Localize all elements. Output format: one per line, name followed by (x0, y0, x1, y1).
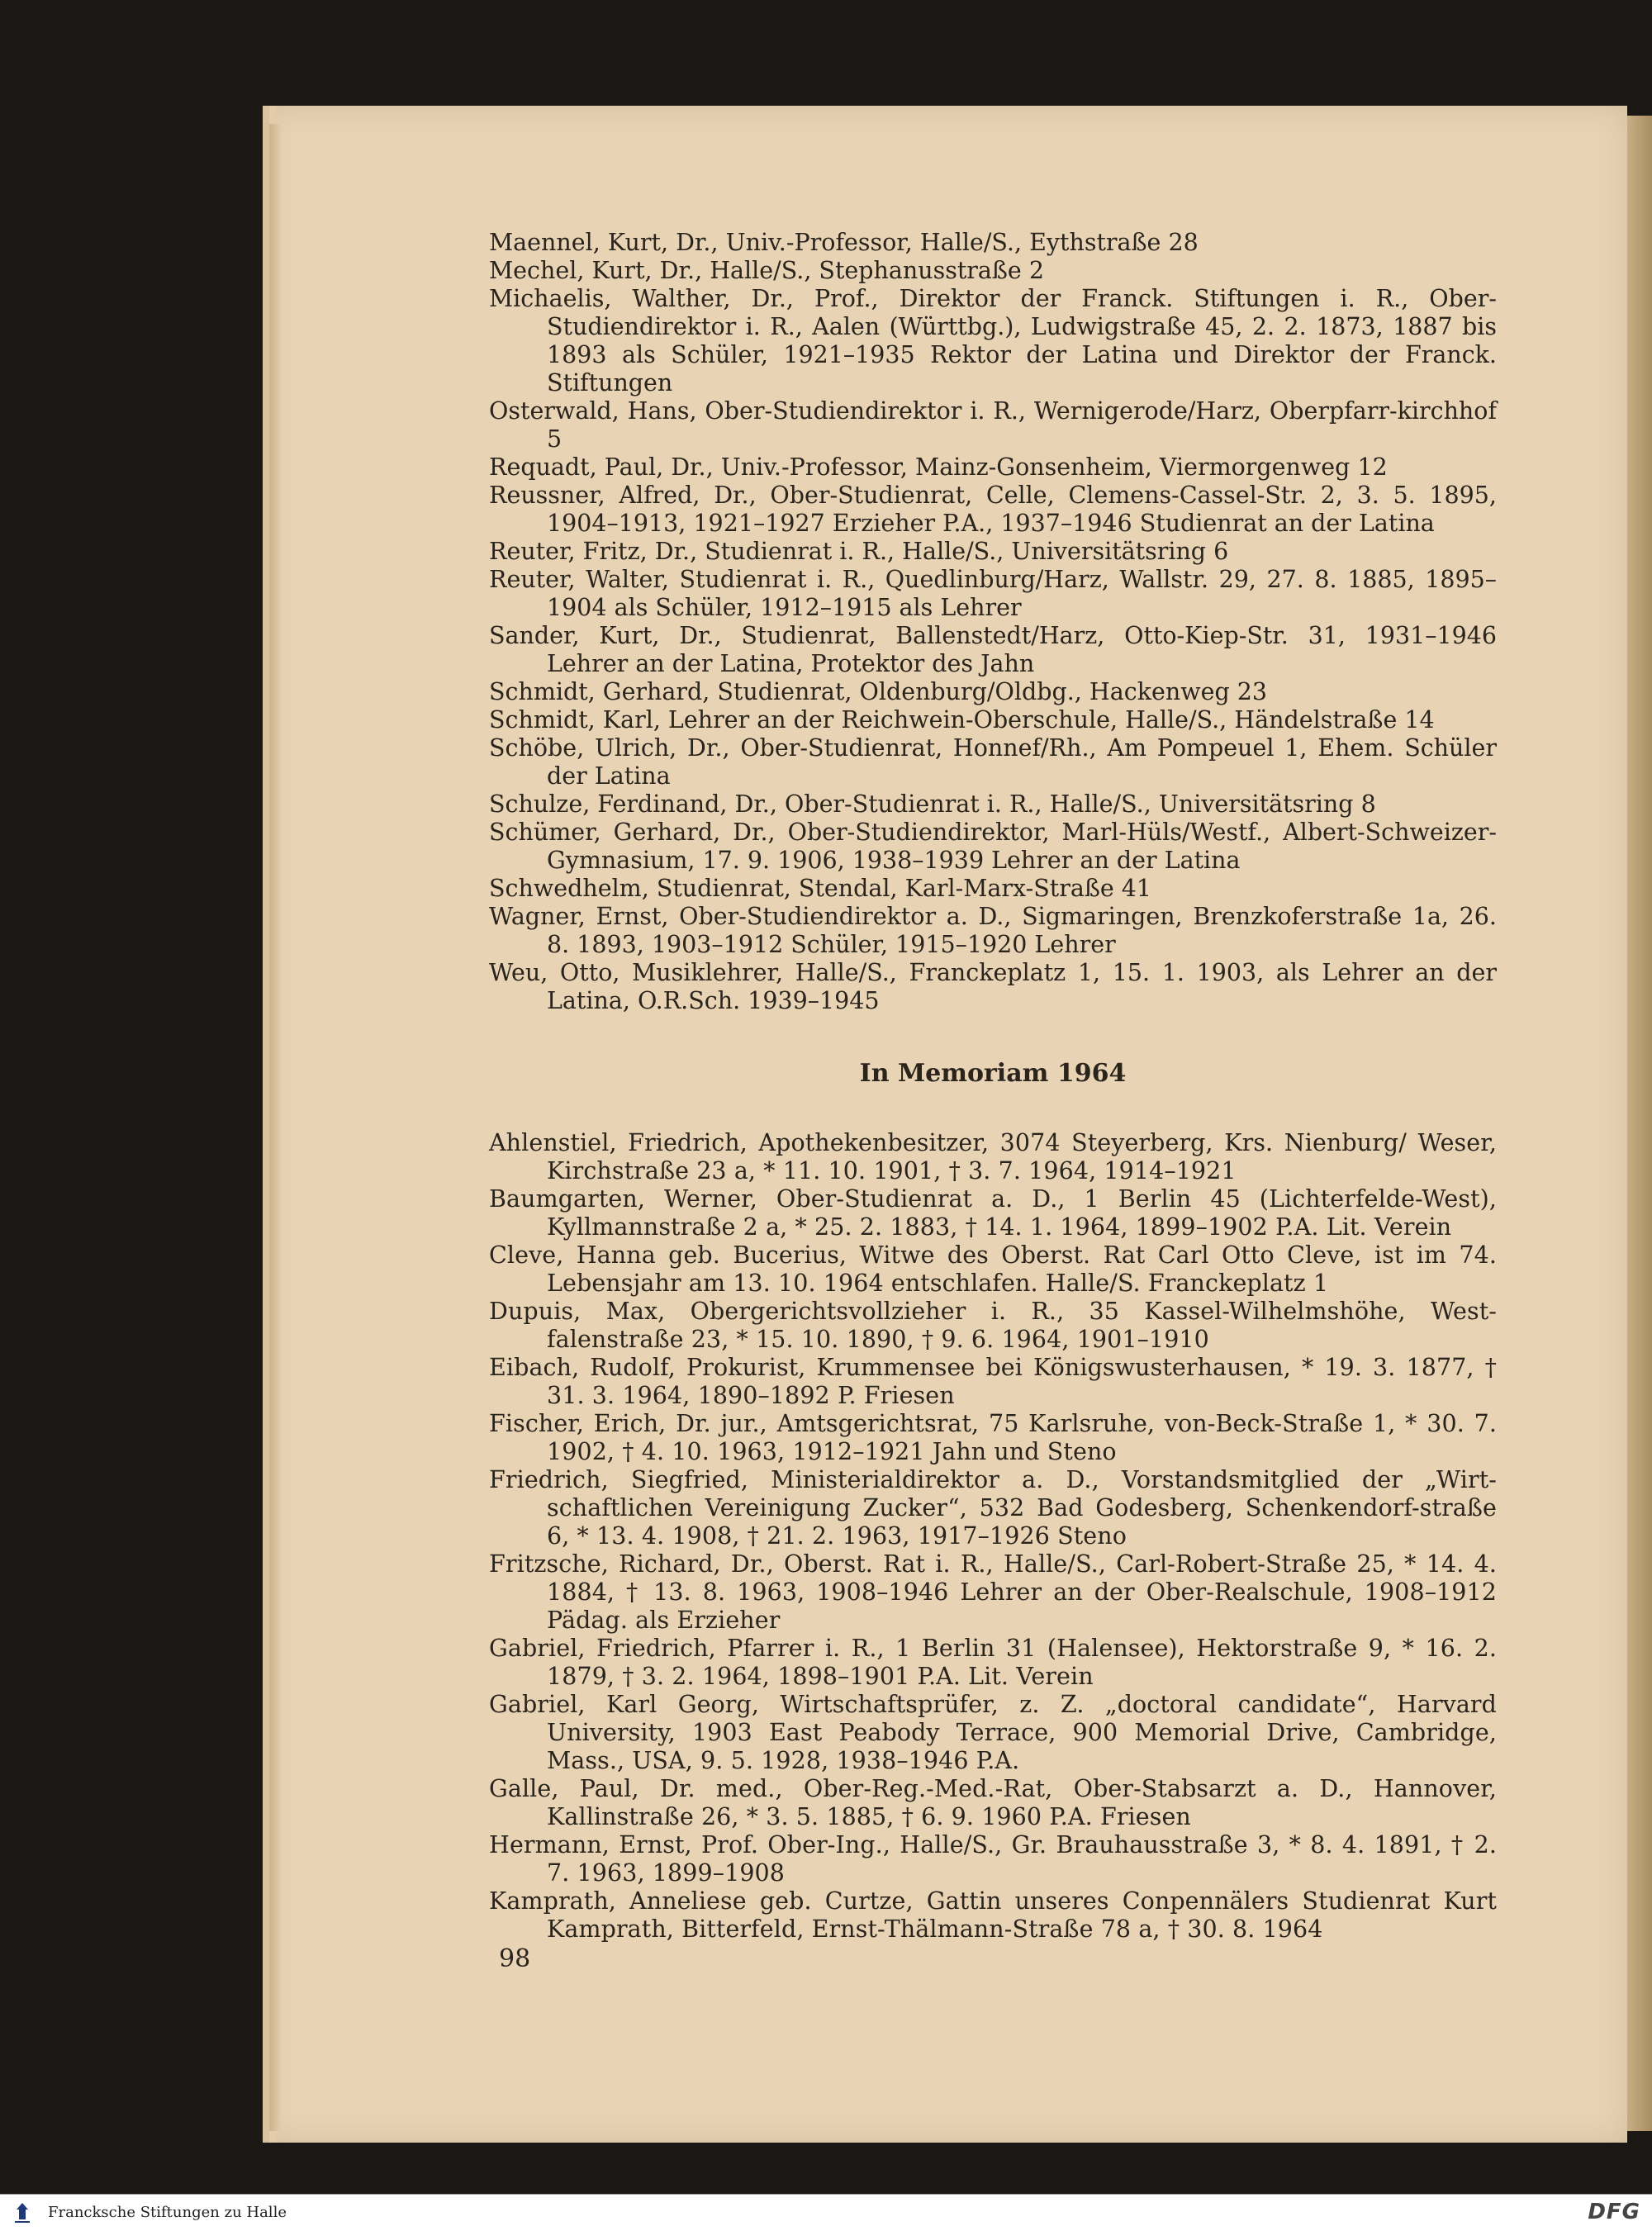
viewer-footer (0, 2194, 1652, 2231)
list-entry: Mechel, Kurt, Dr., Halle/S., Stephanusstraße 2 (489, 257, 1044, 284)
institution-logo-icon (10, 2200, 35, 2226)
memoriam-list (489, 1129, 1497, 1944)
list-entry: Schwedhelm, Studienrat, Stendal, Karl-Marx-Straße 41 (489, 875, 1152, 902)
list-entry: Michaelis, Walther, Dr., Prof., Direktor der Franck. Stiftungen i. R., Ober-Studiendirektor i. R., Aalen (Württbg.), Ludwigstraße 45, 2. 2. 1873, 1887 bis 1893 als Schüler, 1921–1935 Rektor der Latina und Direktor der Franck. Stiftungen (489, 285, 1497, 396)
page-edge-right (1627, 116, 1652, 2131)
list-entry: Eibach, Rudolf, Prokurist, Krummensee bei Königswusterhausen, * 19. 3. 1877, † 31. 3. 1964, 1890–1892 P. Friesen (489, 1354, 1497, 1409)
list-entry: Schöbe, Ulrich, Dr., Ober-Studienrat, Honnef/Rh., Am Pompeuel 1, Ehem. Schüler der Latina (489, 734, 1497, 790)
section-heading: In Memoriam 1964 (859, 1059, 1127, 1088)
dfg-logo: DFG (1588, 2200, 1640, 2224)
list-entry: Weu, Otto, Musiklehrer, Halle/S., Franckeplatz 1, 15. 1. 1903, als Lehrer an der Latina, O.R.Sch. 1939–1945 (489, 959, 1497, 1014)
list-entry: Schmidt, Karl, Lehrer an der Reichwein-Oberschule, Halle/S., Händelstraße 14 (489, 706, 1435, 733)
list-entry: Schümer, Gerhard, Dr., Ober-Studiendirektor, Marl-Hüls/Westf., Albert-Schweizer-Gymnasium, 17. 9. 1906, 1938–1939 Lehrer an der Latina (489, 819, 1497, 874)
page-text (489, 229, 1497, 1944)
list-entry: Galle, Paul, Dr. med., Ober-Reg.-Med.-Rat, Ober-Stabsarzt a. D., Hannover, Kallinstraße 26, * 3. 5. 1885, † 6. 9. 1960 P.A. Friesen (489, 1775, 1497, 1830)
list-entry: Gabriel, Karl Georg, Wirtschaftsprüfer, z. Z. „doctoral candidate“, Harvard University, 1903 East Peabody Terrace, 900 Memorial Drive, Cambridge, Mass., USA, 9. 5. 1928, 1938–1946 P.A. (489, 1691, 1497, 1774)
list-entry: Dupuis, Max, Obergerichtsvollzieher i. R., 35 Kassel-Wilhelmshöhe, West-falenstraße 23, * 15. 10. 1890, † 9. 6. 1964, 1901–1910 (489, 1298, 1497, 1353)
list-entry: Gabriel, Friedrich, Pfarrer i. R., 1 Berlin 31 (Halensee), Hektorstraße 9, * 16. 2. 1879, † 3. 2. 1964, 1898–1901 P.A. Lit. Verein (489, 1635, 1497, 1690)
list-entry: Baumgarten, Werner, Ober-Studienrat a. D., 1 Berlin 45 (Lichterfelde-West), Kyllmannstraße 2 a, * 25. 2. 1883, † 14. 1. 1964, 1899–1902 P.A. Lit. Verein (489, 1185, 1497, 1241)
list-entry: Requadt, Paul, Dr., Univ.-Professor, Mainz-Gonsenheim, Viermorgenweg 12 (489, 453, 1388, 481)
list-entry: Fischer, Erich, Dr. jur., Amtsgerichtsrat, 75 Karlsruhe, von-Beck-Straße 1, * 30. 7. 1902, † 4. 10. 1963, 1912–1921 Jahn und Steno (489, 1410, 1497, 1465)
list-entry: Reuter, Walter, Studienrat i. R., Quedlinburg/Harz, Wallstr. 29, 27. 8. 1885, 1895–1904 als Schüler, 1912–1915 als Lehrer (489, 566, 1497, 621)
address-list (489, 229, 1497, 1015)
list-entry: Fritzsche, Richard, Dr., Oberst. Rat i. R., Halle/S., Carl-Robert-Straße 25, * 14. 4. 1884, † 13. 8. 1963, 1908–1946 Lehrer an der Ober-Realschule, 1908–1912 Pädag. als Erzieher (489, 1550, 1497, 1634)
list-entry: Kamprath, Anneliese geb. Curtze, Gattin unseres Conpennälers Studienrat Kurt Kamprath, Bitterfeld, Ernst-Thälmann-Straße 78 a, † 30. 8. 1964 (489, 1887, 1497, 1943)
list-entry: Cleve, Hanna geb. Bucerius, Witwe des Oberst. Rat Carl Otto Cleve, ist im 74. Lebensjahr am 13. 10. 1964 entschlafen. Halle/S. Franckeplatz 1 (489, 1241, 1497, 1297)
list-entry: Reuter, Fritz, Dr., Studienrat i. R., Halle/S., Universitätsring 6 (489, 538, 1229, 565)
list-entry: Osterwald, Hans, Ober-Studiendirektor i. R., Wernigerode/Harz, Oberpfarr-kirchhof 5 (489, 397, 1497, 453)
list-entry: Ahlenstiel, Friedrich, Apothekenbesitzer, 3074 Steyerberg, Krs. Nienburg/ Weser, Kirchstraße 23 a, * 11. 10. 1901, † 3. 7. 1964, 1914–1921 (489, 1129, 1497, 1184)
list-entry: Reussner, Alfred, Dr., Ober-Studienrat, Celle, Clemens-Cassel-Str. 2, 3. 5. 1895, 1904–1913, 1921–1927 Erzieher P.A., 1937–1946 Studienrat an der Latina (489, 482, 1497, 537)
list-entry: Hermann, Ernst, Prof. Ober-Ing., Halle/S., Gr. Brauhausstraße 3, * 8. 4. 1891, † 2. 7. 1963, 1899–1908 (489, 1831, 1497, 1887)
list-entry: Sander, Kurt, Dr., Studienrat, Ballenstedt/Harz, Otto-Kiep-Str. 31, 1931–1946 Lehrer an der Latina, Protektor des Jahn (489, 622, 1497, 677)
list-entry: Friedrich, Siegfried, Ministerialdirektor a. D., Vorstandsmitglied der „Wirt-schaftlichen Vereinigung Zucker“, 532 Bad Godesberg, Schenkendorf-straße 6, * 13. 4. 1908, † 21. 2. 1963, 1917–1926 Steno (489, 1466, 1497, 1550)
institution-label: Francksche Stiftungen zu Halle (48, 2204, 287, 2221)
page-number: 98 (499, 1944, 531, 1973)
list-entry: Wagner, Ernst, Ober-Studiendirektor a. D., Sigmaringen, Brenzkoferstraße 1a, 26. 8. 1893, 1903–1912 Schüler, 1915–1920 Lehrer (489, 903, 1497, 958)
list-entry: Maennel, Kurt, Dr., Univ.-Professor, Halle/S., Eythstraße 28 (489, 229, 1199, 256)
list-entry: Schulze, Ferdinand, Dr., Ober-Studienrat i. R., Halle/S., Universitätsring 8 (489, 790, 1376, 818)
page-gutter (269, 124, 281, 2131)
list-entry: Schmidt, Gerhard, Studienrat, Oldenburg/Oldbg., Hackenweg 23 (489, 678, 1268, 705)
